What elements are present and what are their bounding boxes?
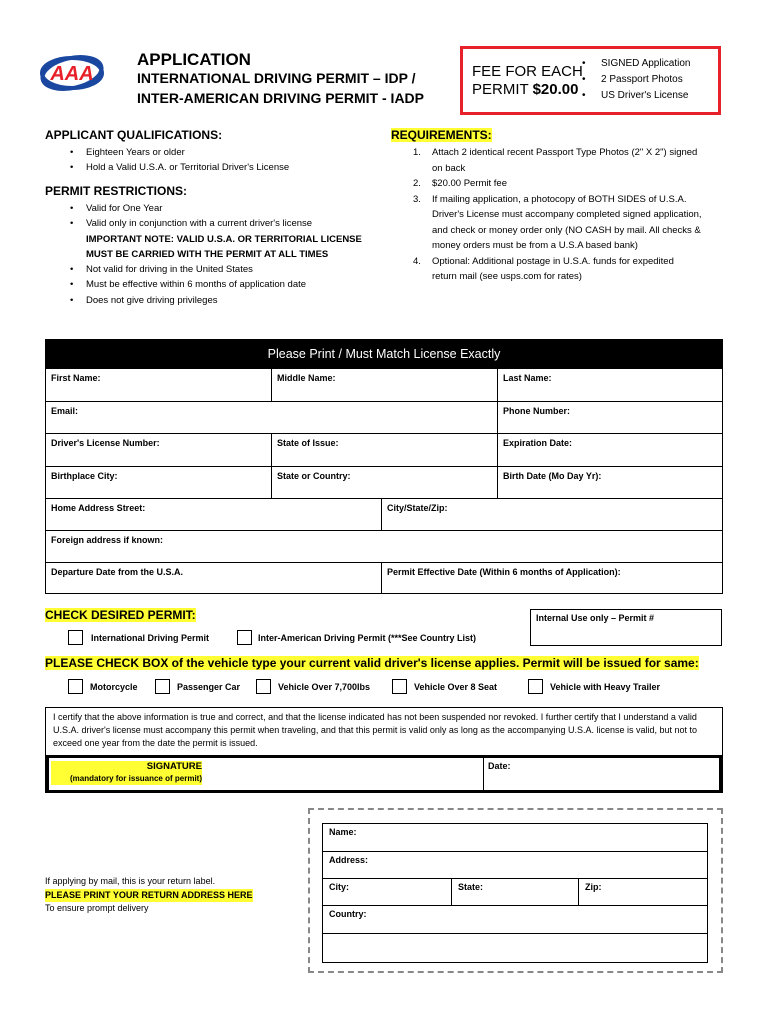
license-number-field[interactable]: Driver's License Number:	[46, 434, 272, 467]
home-street-field[interactable]: Home Address Street:	[46, 499, 382, 531]
permit-option-iadp[interactable]	[237, 630, 476, 645]
aaa-logo	[40, 50, 104, 96]
internal-use-box: Internal Use only – Permit #	[530, 609, 722, 646]
list-item: • Does not give driving privileges	[86, 293, 362, 308]
requirements-heading: REQUIREMENTS:	[391, 128, 492, 142]
fee-line2: PERMIT $20.00	[472, 81, 579, 98]
list-item: • Not valid for driving in the United States	[86, 262, 362, 277]
passenger-car-checkbox[interactable]	[155, 679, 170, 694]
return-label-note: If applying by mail, this is your return label. PLEASE PRINT YOUR RETURN ADDRESS HERE To ensure prompt delivery	[45, 876, 253, 913]
svg-text:AAA: AAA	[50, 63, 94, 85]
list-item: • Must be effective within 6 months of application date	[86, 277, 362, 292]
certification-text: I certify that the above information is true and correct, and that the license indicated has not been suspended nor revoked. I further certify that I understand a valid U.S.A. driver's license must accompany this permit when traveling, and that this permit is valid only as long as the accompanying U.S.A. license is valid, but not to exceed one year from the date the permit is issued.	[53, 712, 698, 749]
state-of-issue-field[interactable]: State of Issue:	[272, 434, 498, 467]
date-field[interactable]: Date:	[483, 758, 722, 790]
return-name-field[interactable]: Name:	[323, 824, 707, 852]
fee-line1: FEE FOR EACH	[472, 63, 583, 80]
return-state-field[interactable]: State:	[452, 879, 579, 906]
motorcycle-checkbox[interactable]	[68, 679, 83, 694]
restrictions-heading: PERMIT RESTRICTIONS:	[45, 184, 188, 198]
vehicle-option-motorcycle[interactable]: Motorcycle	[68, 679, 138, 694]
qualifications-heading: APPLICANT QUALIFICATIONS:	[45, 128, 223, 142]
over-8-seat-checkbox[interactable]	[392, 679, 407, 694]
applicant-form	[45, 339, 723, 594]
certification-box	[45, 707, 723, 793]
vehicle-option-passenger-car[interactable]: Passenger Car	[155, 679, 240, 694]
vehicle-option-over-7700lbs[interactable]: Vehicle Over 7,700lbs	[256, 679, 370, 694]
permit-option-idp[interactable]	[68, 630, 209, 645]
signature-row	[46, 755, 722, 793]
list-item: 3. If mailing application, a photocopy of BOTH SIDES of U.S.A. Driver's License must accompany completed signed application, and check or money order only (NO CASH by mail. All checks & money orders must be from a U.S.A based bank)	[413, 193, 702, 251]
list-item: • Eighteen Years or older	[86, 145, 289, 160]
return-city-field[interactable]: City:	[323, 879, 452, 906]
expiration-date-field[interactable]: Expiration Date:	[498, 434, 722, 467]
departure-date-field[interactable]: Departure Date from the U.S.A.	[46, 563, 382, 593]
vehicle-option-over-8-seat[interactable]: Vehicle Over 8 Seat	[392, 679, 497, 694]
fee-amount: $20.00	[532, 81, 579, 98]
return-label	[322, 823, 708, 963]
signature-field[interactable]	[204, 758, 482, 790]
last-name-field[interactable]: Last Name:	[498, 369, 722, 402]
form-header: Please Print / Must Match License Exactly	[46, 340, 722, 369]
email-field[interactable]: Email:	[46, 402, 498, 434]
fee-checklist	[601, 56, 691, 104]
page-subtitle-iadp: INTER-AMERICAN DRIVING PERMIT - IADP	[137, 90, 424, 106]
requirements-list	[413, 145, 727, 285]
page-title: APPLICATION	[137, 50, 251, 69]
qualifications-list	[86, 145, 289, 176]
return-country-field[interactable]: Country:	[323, 906, 707, 934]
over-7700lbs-checkbox[interactable]	[256, 679, 271, 694]
return-zip-field[interactable]: Zip:	[579, 879, 707, 906]
list-item: 4. Optional: Additional postage in U.S.A. funds for expedited return mail (see usps.com for rates)	[413, 255, 674, 282]
signature-label: SIGNATURE (mandatory for issuance of permit)	[51, 761, 202, 785]
list-item: • Valid for One Year	[86, 201, 362, 216]
first-name-field[interactable]: First Name:	[46, 369, 272, 402]
fee-box	[460, 46, 721, 115]
list-item: • Valid only in conjunction with a current driver's license IMPORTANT NOTE: VALID U.S.A. OR TERRITORIAL LICENSE MUST BE CARRIED WITH THE PERMIT AT ALL TIMES	[86, 216, 362, 262]
fee-item: • SIGNED Application	[601, 56, 691, 72]
phone-field[interactable]: Phone Number:	[498, 402, 722, 434]
list-item: 1. Attach 2 identical recent Passport Type Photos (2" X 2") signed on back	[413, 147, 698, 174]
vehicle-option-heavy-trailer[interactable]: Vehicle with Heavy Trailer	[528, 679, 660, 694]
effective-date-field[interactable]: Permit Effective Date (Within 6 months of Application):	[387, 567, 621, 577]
idp-checkbox[interactable]	[68, 630, 83, 645]
iadp-checkbox[interactable]	[237, 630, 252, 645]
restrictions-list	[86, 201, 362, 308]
middle-name-field[interactable]: Middle Name:	[272, 369, 498, 402]
city-state-zip-field[interactable]: City/State/Zip:	[382, 499, 722, 531]
fee-item: • US Driver's License	[601, 88, 691, 104]
list-item: 2. $20.00 Permit fee	[413, 178, 507, 189]
vehicle-type-heading: PLEASE CHECK BOX of the vehicle type your current valid driver's license applies. Permit will be issued for same:	[45, 656, 699, 670]
page-subtitle-idp: INTERNATIONAL DRIVING PERMIT – IDP /	[137, 70, 416, 86]
idp-label: International Driving Permit	[91, 632, 210, 643]
state-or-country-field[interactable]: State or Country:	[272, 467, 498, 499]
iadp-label: Inter-American Driving Permit (***See Country List)	[258, 632, 477, 643]
return-extra-field[interactable]	[323, 934, 707, 962]
birthplace-city-field[interactable]: Birthplace City:	[46, 467, 272, 499]
return-address-field[interactable]: Address:	[323, 852, 707, 879]
foreign-address-field[interactable]: Foreign address if known:	[46, 531, 722, 563]
fee-item: • 2 Passport Photos	[601, 72, 691, 88]
birth-date-field[interactable]: Birth Date (Mo Day Yr):	[498, 467, 722, 499]
heavy-trailer-checkbox[interactable]	[528, 679, 543, 694]
list-item: • Hold a Valid U.S.A. or Territorial Driver's License	[86, 160, 289, 175]
check-permit-heading: CHECK DESIRED PERMIT:	[45, 608, 196, 622]
